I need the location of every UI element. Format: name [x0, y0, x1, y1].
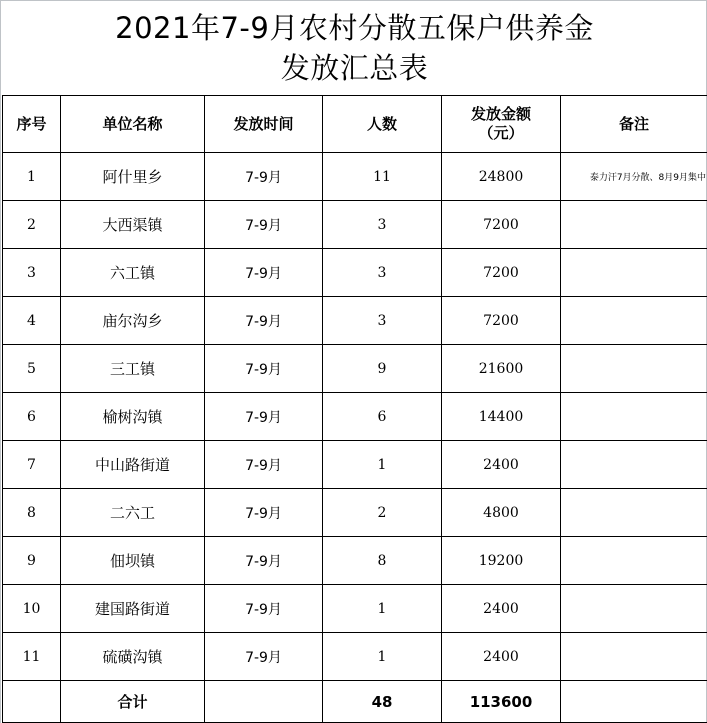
- cell-amount: 21600: [442, 345, 561, 393]
- cell-amount: 7200: [442, 297, 561, 345]
- cell-count: 3: [323, 201, 442, 249]
- total-label: 合计: [61, 681, 205, 723]
- summary-table: [2, 95, 707, 723]
- cell-index: 2: [3, 201, 61, 249]
- table-row: [3, 441, 707, 489]
- title-line-1: 2021年7-9月农村分散五保户供养金: [115, 11, 594, 45]
- cell-period: 7-9月: [205, 249, 323, 297]
- cell-unit-name: 三工镇: [61, 345, 205, 393]
- cell-remark: [561, 633, 707, 681]
- table-row: [3, 537, 707, 585]
- cell-unit-name: 榆树沟镇: [61, 393, 205, 441]
- header-unit: 单位名称: [61, 96, 205, 153]
- table-row: [3, 345, 707, 393]
- cell-count: 11: [323, 153, 442, 201]
- document-title: [1, 1, 707, 95]
- cell-remark: [561, 201, 707, 249]
- cell-remark: [561, 297, 707, 345]
- header-count: 人数: [323, 96, 442, 153]
- cell-unit-name: 佃坝镇: [61, 537, 205, 585]
- total-period-cell: [205, 681, 323, 723]
- table-row: [3, 297, 707, 345]
- cell-unit-name: 庙尔沟乡: [61, 297, 205, 345]
- header-index: 序号: [3, 96, 61, 153]
- cell-remark: [561, 585, 707, 633]
- cell-count: 3: [323, 249, 442, 297]
- cell-period: 7-9月: [205, 345, 323, 393]
- cell-remark: [561, 345, 707, 393]
- cell-remark: [561, 249, 707, 297]
- total-amount: 113600: [442, 681, 561, 723]
- cell-remark: [561, 441, 707, 489]
- table-row: [3, 153, 707, 201]
- cell-unit-name: 二六工: [61, 489, 205, 537]
- cell-index: 8: [3, 489, 61, 537]
- cell-amount: 2400: [442, 633, 561, 681]
- cell-index: 9: [3, 537, 61, 585]
- cell-unit-name: 六工镇: [61, 249, 205, 297]
- cell-amount: 4800: [442, 489, 561, 537]
- cell-period: 7-9月: [205, 633, 323, 681]
- cell-period: 7-9月: [205, 153, 323, 201]
- cell-index: 10: [3, 585, 61, 633]
- table-row: [3, 585, 707, 633]
- cell-period: 7-9月: [205, 441, 323, 489]
- total-count: 48: [323, 681, 442, 723]
- cell-count: 6: [323, 393, 442, 441]
- cell-period: 7-9月: [205, 201, 323, 249]
- cell-unit-name: 中山路街道: [61, 441, 205, 489]
- cell-amount: 2400: [442, 441, 561, 489]
- cell-unit-name: 建国路街道: [61, 585, 205, 633]
- cell-amount: 7200: [442, 201, 561, 249]
- cell-index: 6: [3, 393, 61, 441]
- cell-period: 7-9月: [205, 489, 323, 537]
- total-index-cell: [3, 681, 61, 723]
- table-row: [3, 249, 707, 297]
- cell-index: 3: [3, 249, 61, 297]
- cell-period: 7-9月: [205, 297, 323, 345]
- cell-count: 1: [323, 633, 442, 681]
- cell-amount: 7200: [442, 249, 561, 297]
- cell-unit-name: 大西渠镇: [61, 201, 205, 249]
- cell-remark: 泰力汗7月分散、8月9月集中: [561, 153, 707, 201]
- cell-count: 3: [323, 297, 442, 345]
- cell-index: 4: [3, 297, 61, 345]
- table-body: [3, 153, 707, 681]
- cell-count: 8: [323, 537, 442, 585]
- cell-period: 7-9月: [205, 585, 323, 633]
- cell-remark: [561, 393, 707, 441]
- cell-amount: 2400: [442, 585, 561, 633]
- cell-unit-name: 硫磺沟镇: [61, 633, 205, 681]
- cell-remark: [561, 489, 707, 537]
- table-row: [3, 393, 707, 441]
- table-row: [3, 201, 707, 249]
- cell-amount: 14400: [442, 393, 561, 441]
- cell-index: 11: [3, 633, 61, 681]
- header-amount-line2: （元）: [478, 124, 524, 142]
- cell-amount: 19200: [442, 537, 561, 585]
- table-row: [3, 489, 707, 537]
- cell-unit-name: 阿什里乡: [61, 153, 205, 201]
- header-remark: 备注: [561, 96, 707, 153]
- table-header-row: [3, 96, 707, 153]
- cell-period: 7-9月: [205, 393, 323, 441]
- title-line-2: 发放汇总表: [280, 51, 429, 85]
- cell-count: 9: [323, 345, 442, 393]
- cell-index: 5: [3, 345, 61, 393]
- cell-index: 1: [3, 153, 61, 201]
- cell-count: 1: [323, 441, 442, 489]
- header-amount-line1: 发放金额: [470, 105, 531, 123]
- total-row: [3, 681, 707, 723]
- header-amount: [442, 96, 561, 153]
- header-period: 发放时间: [205, 96, 323, 153]
- cell-count: 1: [323, 585, 442, 633]
- total-remark-cell: [561, 681, 707, 723]
- table-row: [3, 633, 707, 681]
- cell-period: 7-9月: [205, 537, 323, 585]
- cell-remark: [561, 537, 707, 585]
- cell-count: 2: [323, 489, 442, 537]
- cell-amount: 24800: [442, 153, 561, 201]
- cell-index: 7: [3, 441, 61, 489]
